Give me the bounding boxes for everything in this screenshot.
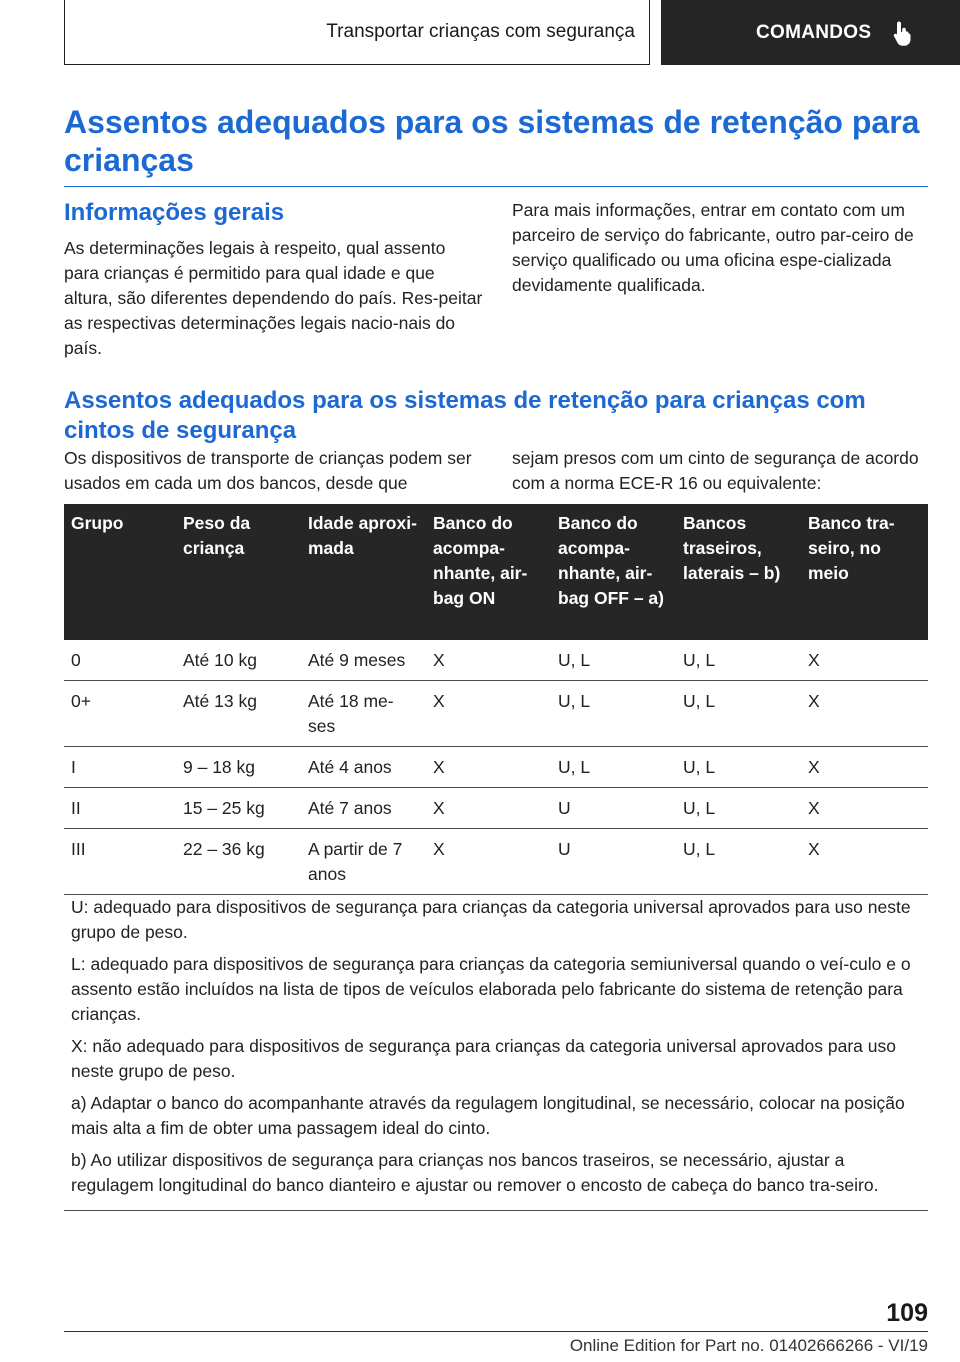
header-age: Idade aproxi-mada [301, 504, 426, 640]
belts-text-right: sejam presos com um cinto de segurança de acordo com a norma ECE-R 16 ou equivalente: [512, 448, 919, 493]
chapter-header [64, 0, 650, 65]
footer-divider [64, 1331, 928, 1332]
belts-text-left: Os dispositivos de transporte de crianças podem ser usados em cada um dos bancos, desde que [64, 448, 472, 493]
note-x: X: não adequado para dispositivos de segurança para crianças da categoria universal aprovados para uso neste grupo de peso. [71, 1036, 896, 1081]
table-cell: X [801, 747, 928, 788]
table-cell: X [801, 829, 928, 895]
table-cell: U, L [676, 681, 801, 747]
table-cell: 0+ [64, 681, 176, 747]
pointing-hand-icon [893, 20, 913, 46]
table-cell: Até 7 anos [301, 788, 426, 829]
header-group: Grupo [64, 504, 176, 640]
table-cell: III [64, 829, 176, 895]
table-cell: X [426, 829, 551, 895]
table-row [64, 829, 928, 895]
table-cell: X [426, 788, 551, 829]
general-info-text-left: As determinações legais à respeito, qual assento para crianças é permitido para qual idade e que altura, são diferentes dependendo do país. Res-peitar as respectivas determinações legais nacio-nais do país. [64, 238, 483, 358]
table-row [64, 681, 928, 747]
footer-edition: Online Edition for Part no. 01402666266 - VI/19 [569, 1336, 928, 1355]
general-info-text-right: Para mais informações, entrar em contato com um parceiro de serviço do fabricante, outro par-ceiro de serviço qualificado ou uma oficina espe-cializada devidamente qualificada. [512, 200, 914, 295]
table-cell: X [801, 788, 928, 829]
chapter-title: Transportar crianças com segurança [326, 21, 635, 42]
page-title: Assentos adequados para os sistemas de retenção para crianças [64, 103, 928, 187]
header-rear-middle: Banco tra-seiro, no meio [801, 504, 928, 640]
table-cell: II [64, 788, 176, 829]
header-passenger-airbag-on: Banco do acompa-nhante, air-bag ON [426, 504, 551, 640]
table-cell: X [801, 640, 928, 681]
header-weight: Peso da criança [176, 504, 301, 640]
note-b: b) Ao utilizar dispositivos de segurança para crianças nos bancos traseiros, se necessário, ajustar a regulagem longitudinal do banco dianteiro e ajustar ou remover o encosto de cabeça do banco tra-seiro. [71, 1150, 879, 1195]
table-cell: X [426, 640, 551, 681]
table-cell: Até 9 meses [301, 640, 426, 681]
table-cell: A partir de 7 anos [301, 829, 426, 895]
table-cell: X [426, 747, 551, 788]
table-cell: U [551, 829, 676, 895]
table-cell: U, L [551, 681, 676, 747]
table-cell: X [801, 681, 928, 747]
table-cell: U, L [551, 747, 676, 788]
table-cell: 0 [64, 640, 176, 681]
note-u: U: adequado para dispositivos de segurança para crianças da categoria universal aprovados para uso neste grupo de peso. [71, 897, 911, 942]
section-label: COMANDOS [756, 21, 872, 43]
note-l: L: adequado para dispositivos de segurança para crianças da categoria semiuniversal quando o veí-culo e o assento estão incluídos na lista de tipos de veículos elaborada pelo fabricante do sistema de retenção para crianças. [71, 954, 911, 1024]
belts-section-heading: Assentos adequados para os sistemas de retenção para crianças com cintos de segurança [64, 387, 866, 444]
table-cell: U, L [676, 788, 801, 829]
note-a: a) Adaptar o banco do acompanhante através da regulagem longitudinal, se necessário, colocar na posição mais alta a fim de obter uma passagem ideal do cinto. [71, 1093, 905, 1138]
table-notes [64, 889, 928, 1211]
table-header-row [64, 504, 928, 640]
section-tab [661, 0, 960, 65]
table-row [64, 788, 928, 829]
header-passenger-airbag-off: Banco do acompa-nhante, air-bag OFF – a) [551, 504, 676, 640]
table-cell: Até 13 kg [176, 681, 301, 747]
retention-table-wrapper [64, 504, 928, 895]
table-cell: 9 – 18 kg [176, 747, 301, 788]
table-cell: Até 4 anos [301, 747, 426, 788]
table-row [64, 640, 928, 681]
table-cell: U [551, 788, 676, 829]
table-cell: U, L [676, 640, 801, 681]
table-cell: X [426, 681, 551, 747]
retention-table [64, 504, 928, 895]
table-cell: I [64, 747, 176, 788]
table-row [64, 747, 928, 788]
page-number: 109 [886, 1299, 928, 1327]
table-cell: U, L [551, 640, 676, 681]
table-cell: Até 18 me-ses [301, 681, 426, 747]
table-cell: Até 10 kg [176, 640, 301, 681]
header-rear-outer: Bancos traseiros, laterais – b) [676, 504, 801, 640]
table-cell: 22 – 36 kg [176, 829, 301, 895]
table-cell: U, L [676, 829, 801, 895]
table-cell: 15 – 25 kg [176, 788, 301, 829]
table-cell: U, L [676, 747, 801, 788]
general-info-heading: Informações gerais [64, 199, 285, 226]
